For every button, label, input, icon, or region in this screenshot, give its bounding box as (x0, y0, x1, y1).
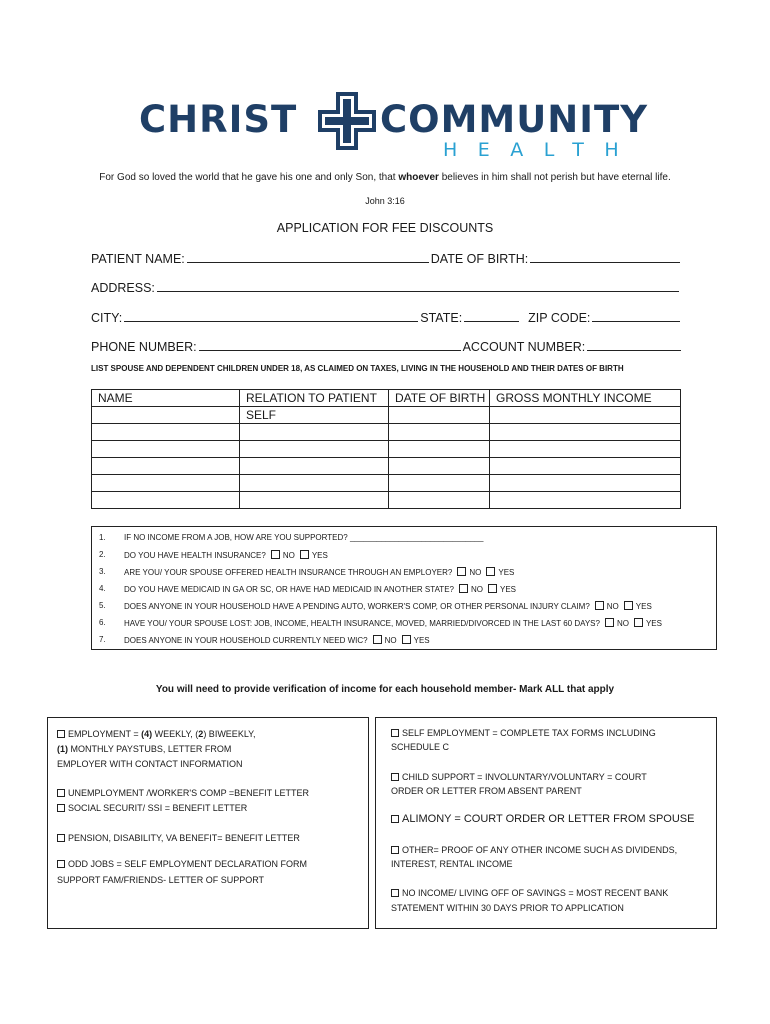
self-employment-option-line-2: SCHEDULE C (391, 742, 450, 752)
phone-label: PHONE NUMBER: (91, 340, 197, 354)
no-label: NO (470, 585, 483, 594)
question-content (124, 601, 652, 611)
city-row (91, 309, 681, 326)
question-text: IF NO INCOME FROM A JOB, HOW ARE YOU SUPPORTED? ______________________________ (124, 533, 484, 542)
alimony-checkbox[interactable] (391, 815, 399, 823)
no-checkbox[interactable] (457, 567, 466, 576)
address-row (91, 279, 681, 296)
employment-option-line-3: EMPLOYER WITH CONTACT INFORMATION (57, 759, 243, 769)
zip-label: ZIP CODE: (528, 311, 591, 325)
no-label: NO (469, 568, 482, 577)
relation-self-cell[interactable]: SELF (240, 407, 389, 424)
odd-jobs-checkbox[interactable] (57, 860, 65, 868)
phone-row (91, 338, 681, 355)
yes-checkbox[interactable] (486, 567, 495, 576)
city-field[interactable] (124, 309, 418, 322)
table-cell[interactable] (389, 407, 490, 424)
no-income-text: NO INCOME/ LIVING OFF OF SAVINGS = MOST RECENT BANK (402, 888, 669, 898)
form-title: APPLICATION FOR FEE DISCOUNTS (276, 221, 494, 235)
medical-cross-icon (318, 92, 376, 150)
question-content (124, 567, 514, 577)
table-cell[interactable] (240, 424, 389, 441)
table-cell[interactable] (389, 458, 490, 475)
question-content (124, 618, 662, 628)
patient-name-field[interactable] (187, 250, 429, 263)
table-cell[interactable] (92, 475, 240, 492)
question-number: 4. (99, 584, 106, 593)
yes-label: YES (498, 568, 515, 577)
question-text: HAVE YOU/ YOUR SPOUSE LOST: JOB, INCOME, HEALTH INSURANCE, MOVED, MARRIED/DIVORCED IN THE LAST 60 DAYS? (124, 619, 600, 628)
table-cell[interactable] (240, 492, 389, 509)
yes-label: YES (645, 619, 662, 628)
no-income-option (391, 886, 668, 901)
date-of-birth-field[interactable] (530, 250, 680, 263)
table-row (92, 475, 681, 492)
state-field[interactable] (464, 309, 519, 322)
unemployment-option (57, 786, 309, 801)
column-header-income: GROSS MONTHLY INCOME (490, 390, 681, 407)
address-label: ADDRESS: (91, 281, 155, 295)
verification-heading: You will need to provide verification of income for each household member- Mark ALL that apply (155, 684, 615, 695)
date-of-birth-label: DATE OF BIRTH: (430, 252, 529, 266)
odd-jobs-option (57, 857, 307, 872)
social-security-text: SOCIAL SECURIT/ SSI = BENEFIT LETTER (68, 803, 248, 813)
logo-christ-text: CHRIST (139, 98, 298, 141)
employment-option-line-2 (57, 742, 231, 757)
bible-verse (0, 172, 770, 183)
verification-box-left (47, 717, 369, 929)
table-cell[interactable] (389, 441, 490, 458)
question-text: DOES ANYONE IN YOUR HOUSEHOLD HAVE A PENDING AUTO, WORKER'S COMP, OR OTHER PERSONAL INJURY CLAIM? (124, 602, 590, 611)
question-text: DO YOU HAVE HEALTH INSURANCE? (124, 551, 266, 560)
question-number: 2. (99, 550, 106, 559)
social-security-checkbox[interactable] (57, 804, 65, 812)
no-label: NO (606, 602, 619, 611)
table-cell[interactable] (389, 424, 490, 441)
pension-option (57, 831, 300, 846)
table-row (92, 424, 681, 441)
table-row (92, 441, 681, 458)
household-table (91, 389, 681, 509)
table-row (92, 407, 681, 424)
question-number: 6. (99, 618, 106, 627)
employment-text-c: ) BIWEEKLY, (203, 729, 256, 739)
unemployment-text: UNEMPLOYMENT /WORKER'S COMP =BENEFIT LETTER (68, 788, 310, 798)
table-cell[interactable] (490, 441, 681, 458)
self-employment-checkbox[interactable] (391, 729, 399, 737)
zip-field[interactable] (592, 309, 680, 322)
employment-text-4: (4) (141, 729, 153, 739)
no-income-checkbox[interactable] (391, 889, 399, 897)
table-row (92, 458, 681, 475)
other-income-option (391, 843, 677, 858)
yes-label: YES (499, 585, 516, 594)
table-cell[interactable] (490, 424, 681, 441)
alimony-option (391, 812, 694, 827)
pension-checkbox[interactable] (57, 834, 65, 842)
verse-reference: John 3:16 (365, 196, 405, 206)
yes-checkbox[interactable] (624, 601, 633, 610)
account-field[interactable] (587, 338, 681, 351)
question-number: 3. (99, 567, 106, 576)
logo-health-text: HEALTH (443, 139, 640, 161)
employment-checkbox[interactable] (57, 730, 65, 738)
verse-start: For God so loved the world that he gave his one and only Son, that (99, 172, 399, 183)
odd-jobs-option-line-2: SUPPORT FAM/FRIENDS- LETTER OF SUPPORT (57, 875, 265, 885)
no-label: NO (282, 551, 295, 560)
question-content (124, 550, 328, 560)
table-cell[interactable] (490, 458, 681, 475)
table-row (92, 492, 681, 509)
table-cell[interactable] (92, 492, 240, 509)
table-cell[interactable] (240, 458, 389, 475)
other-income-option-line-2: INTEREST, RENTAL INCOME (391, 859, 513, 869)
account-label: ACCOUNT NUMBER: (462, 340, 586, 354)
employment-text-1: (1) (57, 744, 68, 754)
employment-text-b: WEEKLY, ( (152, 729, 199, 739)
employment-option (57, 727, 256, 742)
city-label: CITY: (91, 311, 123, 325)
child-support-option (391, 770, 647, 785)
social-security-option (57, 801, 247, 816)
child-support-text: CHILD SUPPORT = INVOLUNTARY/VOLUNTARY = COURT (402, 772, 647, 782)
other-income-checkbox[interactable] (391, 846, 399, 854)
question-text: ARE YOU/ YOUR SPOUSE OFFERED HEALTH INSURANCE THROUGH AN EMPLOYER? (124, 568, 453, 577)
address-field[interactable] (157, 279, 679, 292)
yes-label: YES (635, 602, 652, 611)
pension-text: PENSION, DISABILITY, VA BENEFIT= BENEFIT LETTER (68, 833, 300, 843)
patient-name-row (91, 250, 681, 267)
yes-label: YES (311, 551, 328, 560)
question-text: DOES ANYONE IN YOUR HOUSEHOLD CURRENTLY NEED WIC? (124, 636, 368, 645)
no-checkbox[interactable] (605, 618, 614, 627)
table-cell[interactable] (389, 475, 490, 492)
verse-end: believes in him shall not perish but have eternal life. (438, 172, 671, 183)
questions-box (91, 526, 717, 650)
no-label: NO (384, 636, 397, 645)
verse-emphasis: whoever (398, 172, 439, 183)
employment-text-d: MONTHLY PAYSTUBS, LETTER FROM (68, 744, 232, 754)
question-number: 5. (99, 601, 106, 610)
self-employment-option (391, 726, 656, 741)
household-heading: LIST SPOUSE AND DEPENDENT CHILDREN UNDER 18, AS CLAIMED ON TAXES, LIVING IN THE HOUSEHOLD AND THEIR DATES OF BIRTH (91, 364, 624, 373)
employment-text-2: 2 (198, 729, 204, 739)
table-cell[interactable] (240, 441, 389, 458)
no-checkbox[interactable] (373, 635, 382, 644)
table-cell[interactable] (490, 492, 681, 509)
column-header-name: NAME (92, 390, 240, 407)
column-header-relation: RELATION TO PATIENT (240, 390, 389, 407)
table-cell[interactable] (92, 458, 240, 475)
table-cell[interactable] (92, 441, 240, 458)
question-text: DO YOU HAVE MEDICAID IN GA OR SC, OR HAVE HAD MEDICAID IN ANOTHER STATE? (124, 585, 454, 594)
table-cell[interactable] (92, 407, 240, 424)
child-support-checkbox[interactable] (391, 773, 399, 781)
no-label: NO (616, 619, 629, 628)
table-header-row (92, 390, 681, 407)
state-label: STATE: (420, 311, 463, 325)
table-cell[interactable] (240, 475, 389, 492)
yes-checkbox[interactable] (402, 635, 411, 644)
question-content (124, 584, 516, 594)
phone-field[interactable] (199, 338, 461, 351)
self-employment-text: SELF EMPLOYMENT = COMPLETE TAX FORMS INCLUDING (402, 728, 656, 738)
child-support-option-line-2: ORDER OR LETTER FROM ABSENT PARENT (391, 786, 582, 796)
table-cell[interactable] (490, 407, 681, 424)
yes-checkbox[interactable] (634, 618, 643, 627)
question-number: 1. (99, 533, 106, 542)
yes-checkbox[interactable] (488, 584, 497, 593)
column-header-date-of-birth: DATE OF BIRTH (389, 390, 490, 407)
no-checkbox[interactable] (271, 550, 280, 559)
table-cell[interactable] (389, 492, 490, 509)
no-checkbox[interactable] (595, 601, 604, 610)
table-cell[interactable] (92, 424, 240, 441)
yes-label: YES (413, 636, 430, 645)
question-number: 7. (99, 635, 106, 644)
logo-community-text: COMMUNITY (380, 98, 649, 141)
no-checkbox[interactable] (459, 584, 468, 593)
yes-checkbox[interactable] (300, 550, 309, 559)
odd-jobs-text: ODD JOBS = SELF EMPLOYMENT DECLARATION FORM (68, 859, 307, 869)
alimony-text: ALIMONY = COURT ORDER OR LETTER FROM SPOUSE (402, 813, 695, 825)
no-income-option-line-2: STATEMENT WITHIN 30 DAYS PRIOR TO APPLICATION (391, 903, 624, 913)
table-cell[interactable] (490, 475, 681, 492)
verification-box-right (375, 717, 717, 929)
question-content (124, 635, 430, 645)
employment-text-a: EMPLOYMENT = (68, 729, 142, 739)
other-income-text: OTHER= PROOF OF ANY OTHER INCOME SUCH AS DIVIDENDS, (402, 845, 678, 855)
unemployment-checkbox[interactable] (57, 789, 65, 797)
patient-name-label: PATIENT NAME: (91, 252, 185, 266)
